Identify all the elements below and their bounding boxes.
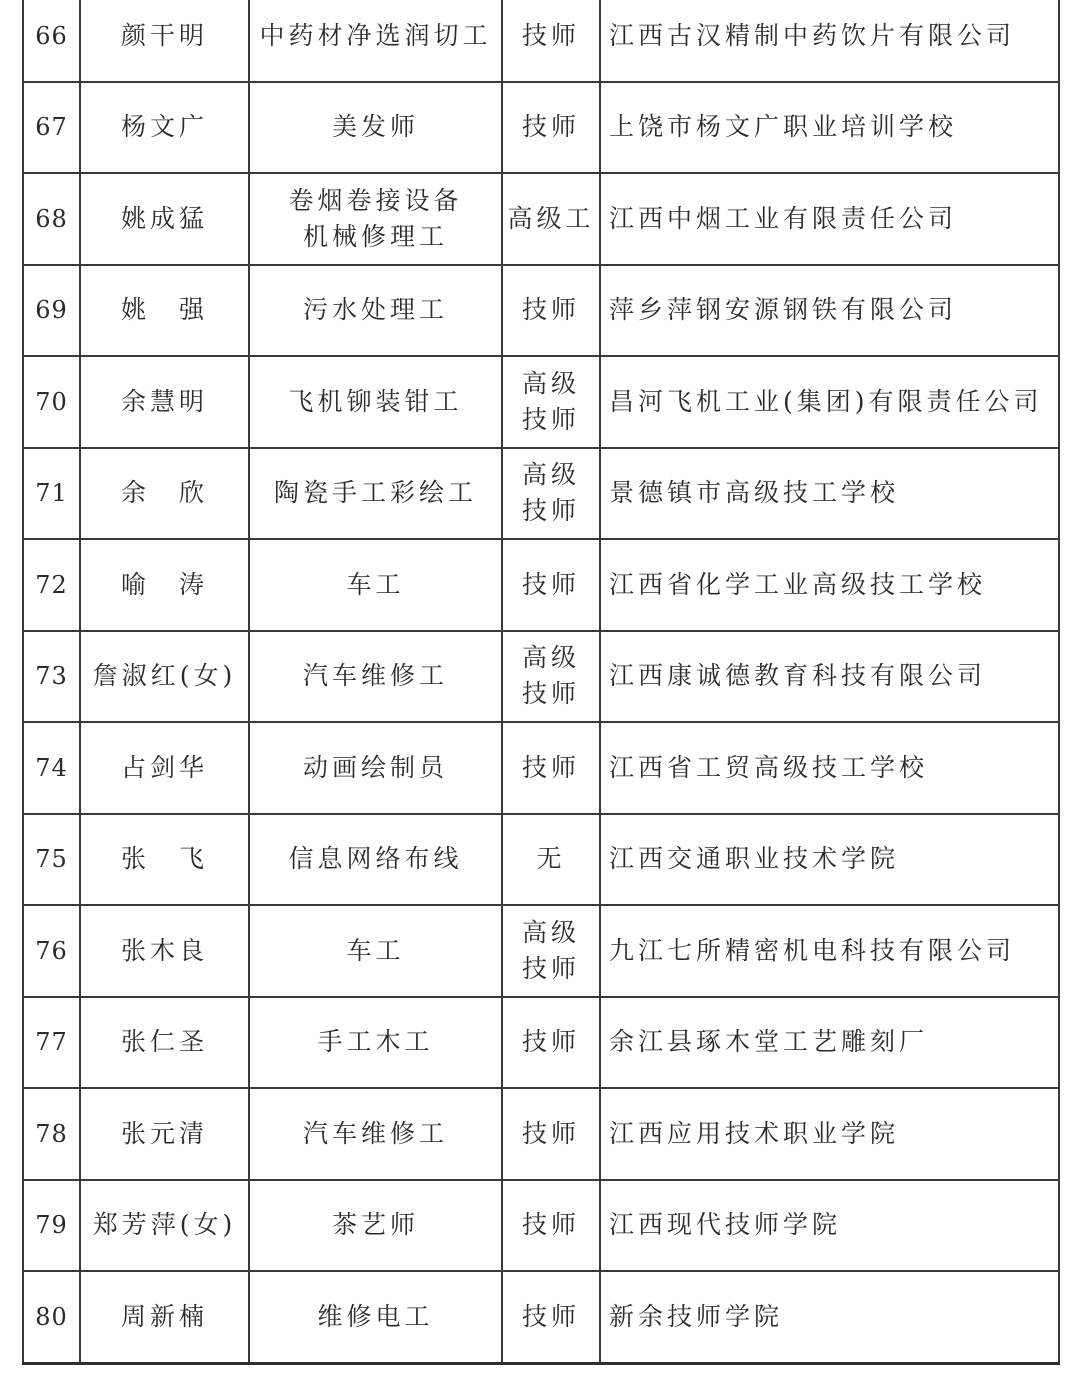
row-number: 70 <box>23 356 80 448</box>
row-number: 66 <box>23 0 80 82</box>
row-number: 67 <box>23 82 80 174</box>
row-number: 73 <box>23 631 80 723</box>
person-name: 姚成猛 <box>80 173 249 265</box>
table-row <box>23 905 1059 997</box>
person-name: 张元清 <box>80 1088 249 1180</box>
skill-level: 技师 <box>502 265 600 357</box>
person-name: 余慧明 <box>80 356 249 448</box>
table-row <box>23 722 1059 814</box>
work-unit: 江西交通职业技术学院 <box>600 814 1059 906</box>
occupation: 车工 <box>249 905 502 997</box>
row-number: 71 <box>23 448 80 540</box>
work-unit: 九江七所精密机电科技有限公司 <box>600 905 1059 997</box>
skill-level: 高级 技师 <box>502 356 600 448</box>
table-row <box>23 539 1059 631</box>
work-unit: 萍乡萍钢安源钢铁有限公司 <box>600 265 1059 357</box>
occupation: 陶瓷手工彩绘工 <box>249 448 502 540</box>
work-unit: 景德镇市高级技工学校 <box>600 448 1059 540</box>
skill-level: 技师 <box>502 722 600 814</box>
table-row <box>23 1088 1059 1180</box>
skill-level: 技师 <box>502 997 600 1089</box>
row-number: 72 <box>23 539 80 631</box>
work-unit: 江西现代技师学院 <box>600 1180 1059 1272</box>
table-row <box>23 448 1059 540</box>
person-name: 占剑华 <box>80 722 249 814</box>
person-name: 张木良 <box>80 905 249 997</box>
person-name: 余 欣 <box>80 448 249 540</box>
person-name: 杨文广 <box>80 82 249 174</box>
row-number: 77 <box>23 997 80 1089</box>
person-name: 张 飞 <box>80 814 249 906</box>
skill-level: 高级工 <box>502 173 600 265</box>
skill-level: 技师 <box>502 0 600 82</box>
work-unit: 江西省化学工业高级技工学校 <box>600 539 1059 631</box>
table-row <box>23 356 1059 448</box>
person-name: 詹淑红(女) <box>80 631 249 723</box>
table-row <box>23 1271 1059 1363</box>
person-name: 颜干明 <box>80 0 249 82</box>
table-row <box>23 814 1059 906</box>
work-unit: 新余技师学院 <box>600 1271 1059 1363</box>
skill-level: 无 <box>502 814 600 906</box>
occupation: 维修电工 <box>249 1271 502 1363</box>
work-unit: 江西中烟工业有限责任公司 <box>600 173 1059 265</box>
work-unit: 上饶市杨文广职业培训学校 <box>600 82 1059 174</box>
work-unit: 江西康诚德教育科技有限公司 <box>600 631 1059 723</box>
person-name: 姚 强 <box>80 265 249 357</box>
roster-table <box>22 0 1060 1365</box>
occupation: 动画绘制员 <box>249 722 502 814</box>
occupation: 车工 <box>249 539 502 631</box>
occupation: 茶艺师 <box>249 1180 502 1272</box>
table-row <box>23 173 1059 265</box>
row-number: 74 <box>23 722 80 814</box>
skill-level: 技师 <box>502 1271 600 1363</box>
row-number: 75 <box>23 814 80 906</box>
skill-level: 技师 <box>502 1088 600 1180</box>
occupation: 卷烟卷接设备 机械修理工 <box>249 173 502 265</box>
row-number: 76 <box>23 905 80 997</box>
skill-level: 技师 <box>502 1180 600 1272</box>
occupation: 信息网络布线 <box>249 814 502 906</box>
row-number: 68 <box>23 173 80 265</box>
table-row <box>23 997 1059 1089</box>
person-name: 周新楠 <box>80 1271 249 1363</box>
table-row <box>23 631 1059 723</box>
occupation: 汽车维修工 <box>249 631 502 723</box>
work-unit: 余江县琢木堂工艺雕刻厂 <box>600 997 1059 1089</box>
occupation: 飞机铆装钳工 <box>249 356 502 448</box>
person-name: 郑芳萍(女) <box>80 1180 249 1272</box>
work-unit: 昌河飞机工业(集团)有限责任公司 <box>600 356 1059 448</box>
occupation: 中药材净选润切工 <box>249 0 502 82</box>
row-number: 79 <box>23 1180 80 1272</box>
row-number: 80 <box>23 1271 80 1363</box>
work-unit: 江西应用技术职业学院 <box>600 1088 1059 1180</box>
work-unit: 江西古汉精制中药饮片有限公司 <box>600 0 1059 82</box>
table-row <box>23 1180 1059 1272</box>
skill-level: 技师 <box>502 539 600 631</box>
occupation: 污水处理工 <box>249 265 502 357</box>
table-row <box>23 0 1059 82</box>
occupation: 美发师 <box>249 82 502 174</box>
skill-level: 高级 技师 <box>502 448 600 540</box>
skill-level: 高级 技师 <box>502 631 600 723</box>
skill-level: 技师 <box>502 82 600 174</box>
table-row <box>23 265 1059 357</box>
skill-level: 高级 技师 <box>502 905 600 997</box>
person-name: 喻 涛 <box>80 539 249 631</box>
row-number: 69 <box>23 265 80 357</box>
row-number: 78 <box>23 1088 80 1180</box>
occupation: 手工木工 <box>249 997 502 1089</box>
work-unit: 江西省工贸高级技工学校 <box>600 722 1059 814</box>
person-name: 张仁圣 <box>80 997 249 1089</box>
occupation: 汽车维修工 <box>249 1088 502 1180</box>
table-row <box>23 82 1059 174</box>
